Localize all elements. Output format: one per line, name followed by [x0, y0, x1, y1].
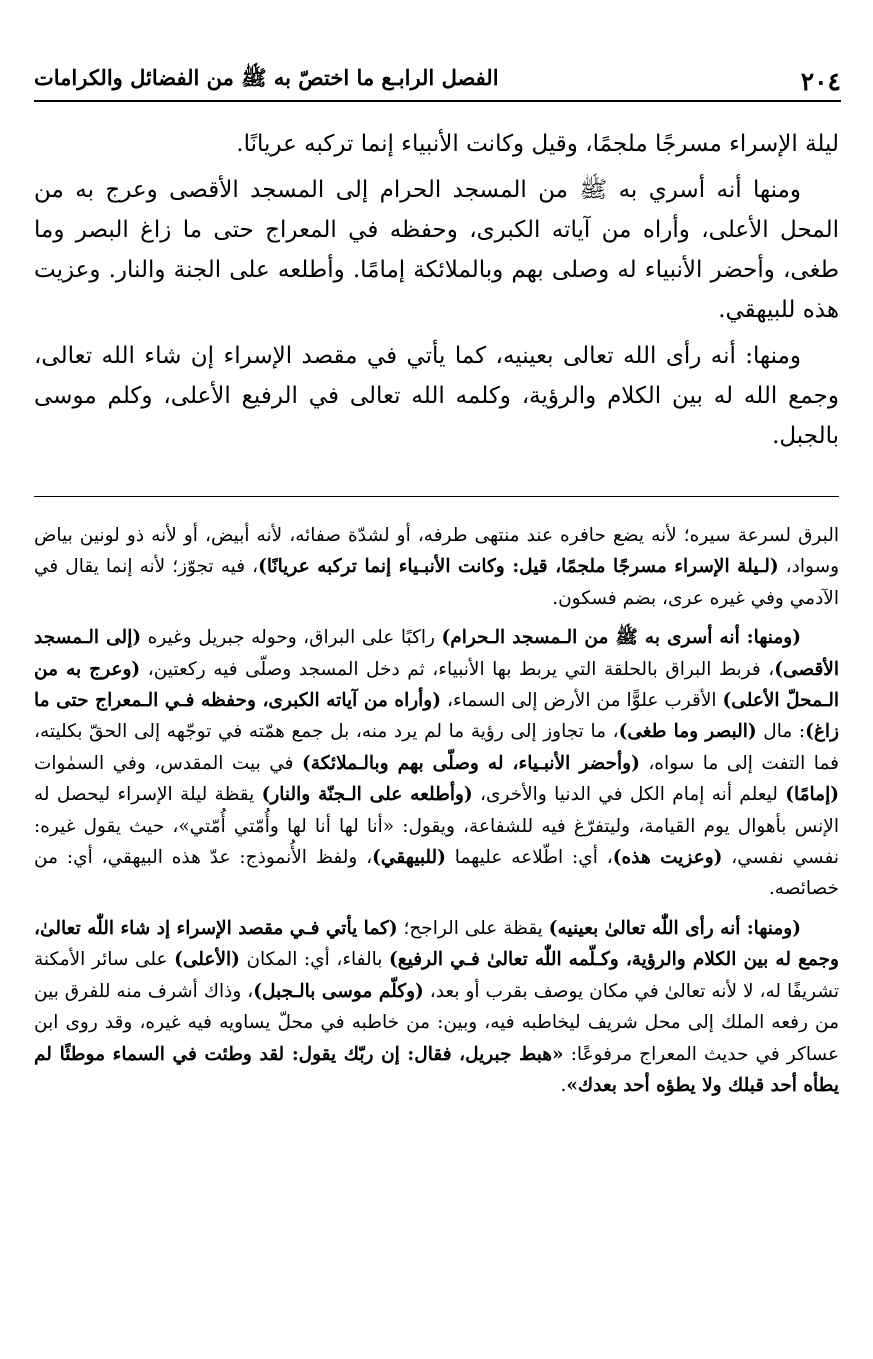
- main-paragraph: ليلة الإسراء مسرجًا ملجمًا، وقيل وكانت الأنبياء إنما تركبه عريانًا.: [236, 131, 839, 157]
- quoted-main-text: (وكلّم موسى بالـجبل): [253, 980, 424, 1002]
- quoted-main-text: (وأحضر الأنبـياء، له وصلّى بهم وبالـملائكة): [302, 752, 640, 774]
- commentary-segment: راكبًا على البراق، وحوله جبريل وغيره: [141, 627, 442, 649]
- commentary-segment: في بيت المقدس، وفي السمٰوات: [34, 752, 303, 774]
- quoted-main-text: (وأراه من آياته الكبرى، وحفظه فـي الـمعراج حتى ما زاغ): [34, 690, 840, 743]
- main-paragraph: ومنها أنه أسري به ﷺ من المسجد الحرام إلى المسجد الأقصى وعرج به من المحل الأعلى، وأراه من آياته الكبرى، وحفظه في المعراج حتى ما زاغ البصر وما طغى، وأحضر الأنبياء له وصلى بهم وبالملائكة إمامًا. وأطلعه على الجنة والنار. وعزيت هذه للبيهقي.: [34, 177, 839, 323]
- commentary-segment: ، ما تجاوز إلى رؤية ما لم يرد منه، بل جمع همّته في توجّهه إلى الحقّ بكليته، فما التفت إلى ما سواه،: [34, 721, 839, 774]
- quoted-main-text: (البصر وما طغى): [618, 721, 757, 743]
- quoted-main-text: (للبيهقي): [372, 847, 446, 869]
- commentary-text: [34, 520, 839, 1109]
- quoted-main-text: (الأعلى): [174, 949, 240, 971]
- commentary-paragraph: [34, 520, 839, 614]
- quoted-main-text: (وعزيت هذه): [612, 847, 723, 869]
- commentary-segment: ، أي: اطّلاعه عليهما: [445, 847, 613, 869]
- commentary-segment: ، وذاك أشرف منه للفرق بين من رفعه الملك إلى محل شريف ليخاطبه فيه، وبين: من خاطبه في محلّ يساويه فيه غيره، وقد روى ابن عساكر في حديث المعراج مرفوعًا:: [34, 980, 839, 1065]
- commentary-paragraph: [34, 622, 839, 905]
- commentary-segment: يقظة على الراجح؛: [397, 917, 549, 939]
- commentary-segment: يقظة ليلة الإسراء ليحصل له الإنس بأهوال يوم القيامة، وليتفرّغ فيه للشفاعة، ويقول: «أنا لها أنا لها وأُمّتي أُمّتي»، حيث يقول غيره: نفسي نفسي،: [34, 784, 840, 869]
- commentary-segment: على سائر الأمكنة تشريفًا له، لا لأنه تعالىٰ في مكان يوصف بقرب أو بعد،: [34, 949, 839, 1002]
- commentary-segment: .: [560, 1074, 567, 1096]
- commentary-segment: الأقرب علوًّا من الأرض إلى السماء،: [440, 690, 723, 712]
- quoted-main-text: (لـيلة الإسراء مسرجًا ملجمًا، قيل: وكانت الأنبـياء إنما تركبه عريانًا): [258, 556, 779, 578]
- main-text: [34, 124, 839, 462]
- quoted-main-text: (وعرج به من الـمحلّ الأعلى): [34, 658, 839, 712]
- commentary-segment: بالفاء، أي: المكان: [239, 949, 390, 971]
- main-paragraph: ومنها: أنه رأى الله تعالى بعينيه، كما يأتي في مقصد الإسراء إن شاء الله تعالى، وجمع الله له بين الكلام والرؤية، وكلمه الله تعالى في الرفيع الأعلى، وكلم موسى بالجبل.: [34, 343, 839, 449]
- quoted-main-text: (ومنها: أنه أسرى به ﷺ من الـمسجد الـحرام): [441, 627, 801, 649]
- quoted-main-text: (ومنها: أنه رأى اللّٰه تعالىٰ بعينيه): [548, 917, 801, 939]
- quoted-main-text: (وأطلعه على الـجنّة والنار): [261, 784, 473, 806]
- commentary-segment: ليعلم أنه إمام الكل في الدنيا والأخرى،: [472, 784, 786, 806]
- commentary-segment: ، فربط البراق بالحلقة التي يربط بها الأنبياء، ثم دخل المسجد وصلّى فيه ركعتين،: [140, 658, 775, 680]
- commentary-segment: : مال: [756, 721, 806, 743]
- quoted-main-text: (كما يأتي فـي مقصد الإسراء إد شاء اللّٰه تعالىٰ، وجمع له بين الكلام والرؤية، وكـلّمه اللّٰه تعالىٰ فـي الرفيع): [34, 917, 839, 971]
- quoted-main-text: «هبط جبريل، فقال: إن ربّك يقول: لقد وطئت في السماء موطئًا لم يطأه أحد قبلك ولا يطؤه أحد بعدك»: [34, 1043, 839, 1096]
- commentary-segment: ، فيه تجوّز؛ لأنه إنما يقال في الآدمي وفي غيره عرى، بضم فسكون.: [34, 556, 839, 609]
- section-divider: [34, 496, 839, 497]
- quoted-main-text: (إمامًا): [785, 784, 839, 806]
- running-title: الفصل الرابـع ما اختصّ به ﷺ من الفضائل والكرامات: [34, 65, 499, 90]
- commentary-paragraph: [34, 913, 839, 1101]
- page-header: [34, 56, 841, 102]
- commentary-segment: البرق لسرعة سيره؛ لأنه يضع حافره عند منتهى طرفه، أو لشدّة صفائه، لأنه أبيض، أو لأنه ذو لونين بياض وسواد،: [34, 525, 839, 578]
- quoted-main-text: (إلى الـمسجد الأقصى): [34, 627, 839, 680]
- commentary-segment: ، ولفظ الأُنموذج: عدّ هذه البيهقي، أي: من خصائصه.: [34, 847, 839, 900]
- page-number: ٢٠٤: [800, 67, 841, 96]
